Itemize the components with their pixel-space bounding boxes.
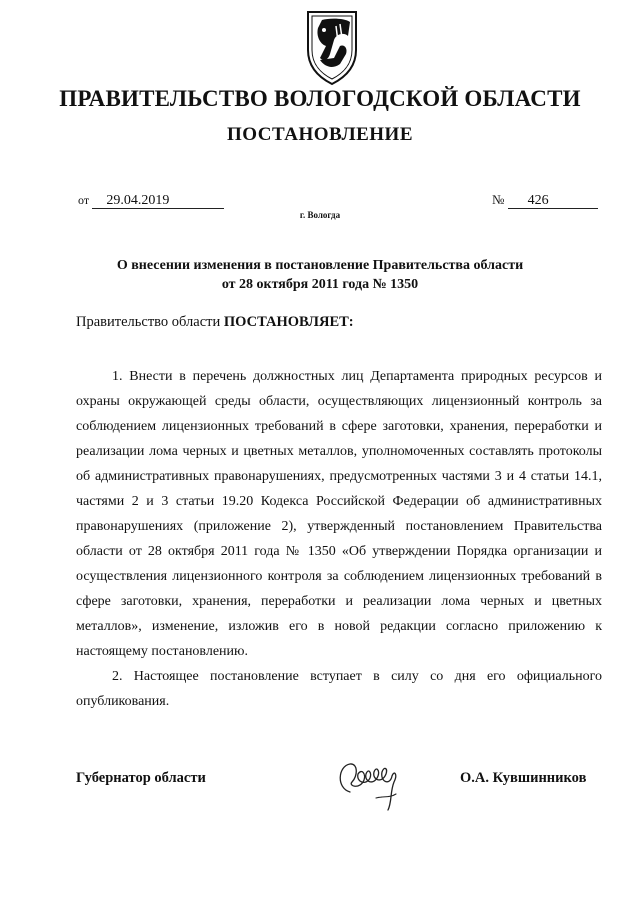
city: г. Вологда [299,210,341,220]
document-subject [60,256,580,294]
decree-statement [76,314,354,331]
subject-line-2: от 28 октября 2011 года № 1350 [221,277,419,292]
document-type: ПОСТАНОВЛЕНИЕ [226,124,414,145]
signature-icon [332,752,416,812]
paragraph-1: 1. Внести в перечень должностных лиц Департамента природных ресурсов и охраны окружающей среды области, осуществляющих лицензионный контроль за соблюдением лицензионных требований в сфере заготовки, хранения, переработки и реализации лома черных и цветных металлов, уполномоченных составлять протоколы об административных правонарушениях, предусмотренных частями 3 и 4 статьи 14.1, частями 2 и 3 статьи 19.20 Кодекса Российской Федерации об административных правонарушениях (приложение 2), утвержденный постановлением Правительства области от 28 октября 2011 года № 1350 «Об утверждении Порядка организации и осуществления лицензионного контроля за соблюдением лицензионных требований в сфере заготовки, хранения, переработки и реализации лома черных и цветных металлов», изменение, изложив его в новой редакции согласно приложению к настоящему постановлению. [76,369,602,659]
date-prefix: от [78,193,90,207]
date-value: 29.04.2019 [92,193,224,209]
number-value: 426 [508,193,598,209]
coat-of-arms-icon [300,6,364,86]
paragraph-2: 2. Настоящее постановление вступает в силу со дня его официального опубликования. [76,669,602,709]
subject-line-1: О внесении изменения в постановление Правительства области [116,258,524,273]
government-title: ПРАВИТЕЛЬСТВО ВОЛОГОДСКОЙ ОБЛАСТИ [59,86,581,111]
document-date [78,192,224,209]
decree-verb: ПОСТАНОВЛЯЕТ: [223,314,354,330]
signer-name: О.А. Кувшинников [460,770,587,786]
document-body [76,364,602,714]
decree-prefix: Правительство области [76,314,224,330]
signer-role: Губернатор области [76,770,206,786]
number-prefix: № [492,192,505,207]
document-number [492,192,598,209]
